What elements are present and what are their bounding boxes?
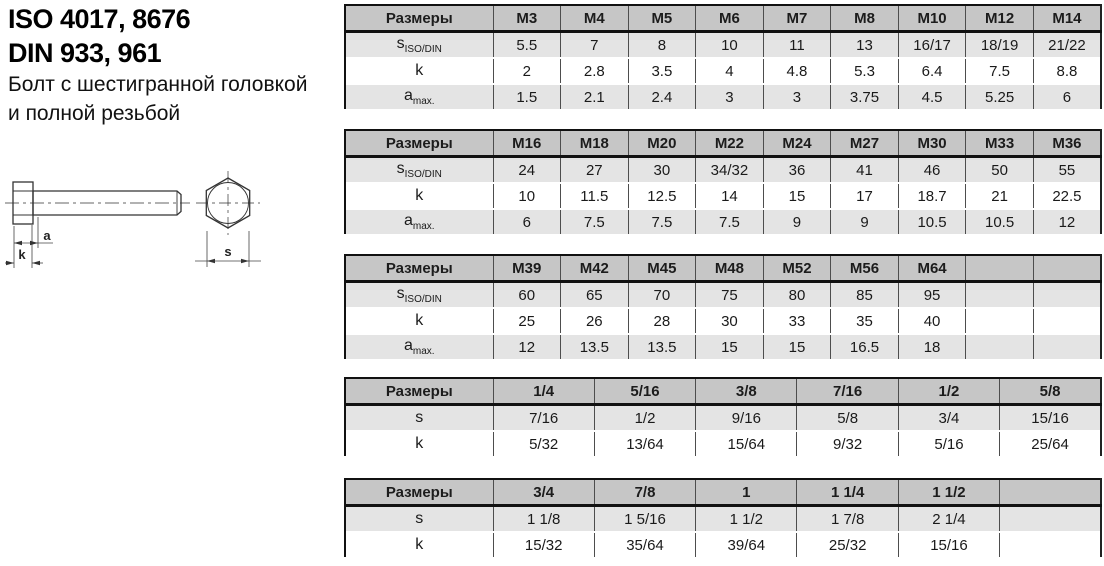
row-label-k: k bbox=[345, 431, 493, 456]
value-cell bbox=[1000, 532, 1101, 557]
value-cell: 11 bbox=[763, 32, 831, 59]
value-cell: 21/22 bbox=[1033, 32, 1101, 59]
table-header-cell: 1/4 bbox=[493, 378, 594, 405]
table-row bbox=[345, 308, 1101, 334]
dimensions-table-m39-m64 bbox=[344, 254, 1102, 359]
table-header-cell: M8 bbox=[831, 5, 899, 32]
value-cell: 3 bbox=[763, 84, 831, 109]
value-cell: 65 bbox=[561, 282, 629, 309]
value-cell: 13 bbox=[831, 32, 899, 59]
table-row bbox=[345, 405, 1101, 432]
table-header-row bbox=[345, 5, 1101, 32]
bolt-technical-drawing bbox=[5, 155, 305, 295]
value-cell: 1 5/16 bbox=[594, 506, 695, 533]
table-header-cell: M24 bbox=[763, 130, 831, 157]
value-cell: 15/16 bbox=[1000, 405, 1101, 432]
table-header-cell: M36 bbox=[1033, 130, 1101, 157]
table-header-cell: 1 1/2 bbox=[898, 479, 999, 506]
table-header-cell: M20 bbox=[628, 130, 696, 157]
row-label-k: k bbox=[345, 58, 493, 84]
table-header-cell: 1 1/4 bbox=[797, 479, 898, 506]
row-label-s: $s_{ISO/DIN}$ bbox=[345, 282, 493, 309]
value-cell: 2 1/4 bbox=[898, 506, 999, 533]
table-header-cell: 5/16 bbox=[594, 378, 695, 405]
title-block bbox=[8, 2, 338, 128]
value-cell: 21 bbox=[966, 183, 1034, 209]
value-cell: 35/64 bbox=[594, 532, 695, 557]
value-cell: 80 bbox=[763, 282, 831, 309]
value-cell: 11.5 bbox=[561, 183, 629, 209]
table-header-label: Размеры bbox=[345, 378, 493, 405]
value-cell: 46 bbox=[898, 157, 966, 184]
value-cell: 13.5 bbox=[628, 334, 696, 359]
value-cell bbox=[1000, 506, 1101, 533]
table-header-cell: 3/4 bbox=[493, 479, 594, 506]
value-cell bbox=[966, 334, 1034, 359]
table-header-cell: M22 bbox=[696, 130, 764, 157]
table-row bbox=[345, 431, 1101, 456]
table-header-cell: M4 bbox=[561, 5, 629, 32]
table-header-cell: M52 bbox=[763, 255, 831, 282]
value-cell: 75 bbox=[696, 282, 764, 309]
table-header-cell: 7/8 bbox=[594, 479, 695, 506]
table-header-cell: M27 bbox=[831, 130, 899, 157]
value-cell: 28 bbox=[628, 308, 696, 334]
table-header-cell bbox=[1033, 255, 1101, 282]
table-header-cell: 1 bbox=[696, 479, 797, 506]
value-cell: 12.5 bbox=[628, 183, 696, 209]
bolt-side-view-drawing bbox=[5, 182, 190, 224]
value-cell: 40 bbox=[898, 308, 966, 334]
value-cell: 9/16 bbox=[696, 405, 797, 432]
table-row bbox=[345, 506, 1101, 533]
value-cell: 9 bbox=[831, 209, 899, 234]
value-cell: 1.5 bbox=[493, 84, 561, 109]
table-row bbox=[345, 334, 1101, 359]
table-row bbox=[345, 157, 1101, 184]
table-header-row bbox=[345, 378, 1101, 405]
value-cell: 33 bbox=[763, 308, 831, 334]
value-cell: 5/16 bbox=[898, 431, 999, 456]
value-cell: 5.5 bbox=[493, 32, 561, 59]
value-cell: 5.25 bbox=[966, 84, 1034, 109]
value-cell: 7.5 bbox=[696, 209, 764, 234]
bolt-hex-head-drawing bbox=[196, 171, 260, 235]
value-cell: 15/32 bbox=[493, 532, 594, 557]
table-header-cell: M5 bbox=[628, 5, 696, 32]
value-cell: 22.5 bbox=[1033, 183, 1101, 209]
value-cell: 10.5 bbox=[898, 209, 966, 234]
table-header-cell: M18 bbox=[561, 130, 629, 157]
table-header-cell: M33 bbox=[966, 130, 1034, 157]
value-cell: 50 bbox=[966, 157, 1034, 184]
value-cell: 6 bbox=[1033, 84, 1101, 109]
value-cell: 9 bbox=[763, 209, 831, 234]
value-cell bbox=[1033, 334, 1101, 359]
value-cell bbox=[966, 282, 1034, 309]
table-header-cell bbox=[966, 255, 1034, 282]
value-cell: 25/32 bbox=[797, 532, 898, 557]
value-cell: 9/32 bbox=[797, 431, 898, 456]
value-cell: 15 bbox=[696, 334, 764, 359]
value-cell: 4.5 bbox=[898, 84, 966, 109]
din-standard-title: DIN 933, 961 bbox=[8, 38, 162, 68]
value-cell: 10.5 bbox=[966, 209, 1034, 234]
value-cell: 18 bbox=[898, 334, 966, 359]
value-cell: 8 bbox=[628, 32, 696, 59]
table-header-cell bbox=[1000, 479, 1101, 506]
value-cell: 6.4 bbox=[898, 58, 966, 84]
table-header-cell: M45 bbox=[628, 255, 696, 282]
table-header-cell: M6 bbox=[696, 5, 764, 32]
value-cell: 16/17 bbox=[898, 32, 966, 59]
value-cell: 1 1/2 bbox=[696, 506, 797, 533]
value-cell: 70 bbox=[628, 282, 696, 309]
bolt-drawing-svg bbox=[5, 155, 305, 295]
dimension-label-s: s bbox=[224, 244, 232, 259]
table-row bbox=[345, 183, 1101, 209]
table-header-cell: 5/8 bbox=[1000, 378, 1101, 405]
row-label-s: s bbox=[345, 506, 493, 533]
value-cell: 39/64 bbox=[696, 532, 797, 557]
value-cell: 18.7 bbox=[898, 183, 966, 209]
value-cell bbox=[1033, 308, 1101, 334]
table-header-cell: M10 bbox=[898, 5, 966, 32]
table-header-row bbox=[345, 130, 1101, 157]
value-cell: 6 bbox=[493, 209, 561, 234]
description-line-1: Болт с шестигранной головкой bbox=[8, 73, 308, 96]
row-label-k: k bbox=[345, 308, 493, 334]
table-header-label: Размеры bbox=[345, 5, 493, 32]
value-cell: 13.5 bbox=[561, 334, 629, 359]
value-cell: 34/32 bbox=[696, 157, 764, 184]
value-cell: 16.5 bbox=[831, 334, 899, 359]
value-cell: 60 bbox=[493, 282, 561, 309]
table-row bbox=[345, 32, 1101, 59]
table-header-cell: M30 bbox=[898, 130, 966, 157]
value-cell: 2.4 bbox=[628, 84, 696, 109]
row-label-s: s bbox=[345, 405, 493, 432]
value-cell: 12 bbox=[493, 334, 561, 359]
value-cell: 10 bbox=[696, 32, 764, 59]
table-header-label: Размеры bbox=[345, 479, 493, 506]
value-cell: 15 bbox=[763, 183, 831, 209]
value-cell: 5/8 bbox=[797, 405, 898, 432]
value-cell: 2 bbox=[493, 58, 561, 84]
table-header-cell: M42 bbox=[561, 255, 629, 282]
value-cell: 55 bbox=[1033, 157, 1101, 184]
table-header-cell: M48 bbox=[696, 255, 764, 282]
table-header-cell: M12 bbox=[966, 5, 1034, 32]
row-label-k: k bbox=[345, 532, 493, 557]
value-cell: 30 bbox=[628, 157, 696, 184]
value-cell: 3/4 bbox=[898, 405, 999, 432]
value-cell: 7.5 bbox=[966, 58, 1034, 84]
value-cell: 1 1/8 bbox=[493, 506, 594, 533]
description-line-2: и полной резьбой bbox=[8, 102, 181, 125]
row-label-a: $a_{max.}$ bbox=[345, 209, 493, 234]
value-cell: 30 bbox=[696, 308, 764, 334]
dimension-label-k: k bbox=[18, 247, 26, 262]
value-cell: 27 bbox=[561, 157, 629, 184]
value-cell: 12 bbox=[1033, 209, 1101, 234]
value-cell: 1 7/8 bbox=[797, 506, 898, 533]
value-cell: 25 bbox=[493, 308, 561, 334]
value-cell: 15/64 bbox=[696, 431, 797, 456]
value-cell: 85 bbox=[831, 282, 899, 309]
value-cell: 13/64 bbox=[594, 431, 695, 456]
value-cell: 1/2 bbox=[594, 405, 695, 432]
table-row bbox=[345, 58, 1101, 84]
dimension-label-a: a bbox=[43, 228, 51, 243]
row-label-s: $s_{ISO/DIN}$ bbox=[345, 157, 493, 184]
dimensions-table-m3-m14 bbox=[344, 4, 1102, 109]
table-row bbox=[345, 532, 1101, 557]
row-label-k: k bbox=[345, 183, 493, 209]
value-cell: 5/32 bbox=[493, 431, 594, 456]
dimensions-table-inch-large bbox=[344, 478, 1102, 557]
value-cell: 4.8 bbox=[763, 58, 831, 84]
value-cell: 4 bbox=[696, 58, 764, 84]
value-cell: 10 bbox=[493, 183, 561, 209]
table-header-label: Размеры bbox=[345, 130, 493, 157]
table-row bbox=[345, 84, 1101, 109]
value-cell: 3.75 bbox=[831, 84, 899, 109]
table-header-cell: M16 bbox=[493, 130, 561, 157]
value-cell: 7/16 bbox=[493, 405, 594, 432]
table-header-row bbox=[345, 479, 1101, 506]
table-header-label: Размеры bbox=[345, 255, 493, 282]
table-header-cell: M3 bbox=[493, 5, 561, 32]
value-cell bbox=[1033, 282, 1101, 309]
table-header-cell: M39 bbox=[493, 255, 561, 282]
value-cell: 15/16 bbox=[898, 532, 999, 557]
value-cell: 8.8 bbox=[1033, 58, 1101, 84]
table-header-cell: 3/8 bbox=[696, 378, 797, 405]
value-cell: 7 bbox=[561, 32, 629, 59]
value-cell: 41 bbox=[831, 157, 899, 184]
row-label-a: $a_{max.}$ bbox=[345, 84, 493, 109]
table-header-cell: 7/16 bbox=[797, 378, 898, 405]
value-cell: 7.5 bbox=[628, 209, 696, 234]
value-cell: 7.5 bbox=[561, 209, 629, 234]
value-cell: 3 bbox=[696, 84, 764, 109]
value-cell: 14 bbox=[696, 183, 764, 209]
table-row bbox=[345, 282, 1101, 309]
value-cell: 17 bbox=[831, 183, 899, 209]
value-cell: 26 bbox=[561, 308, 629, 334]
row-label-s: $s_{ISO/DIN}$ bbox=[345, 32, 493, 59]
table-header-cell: M56 bbox=[831, 255, 899, 282]
value-cell: 2.1 bbox=[561, 84, 629, 109]
iso-standard-title: ISO 4017, 8676 bbox=[8, 4, 191, 34]
dimensions-table-inch-small bbox=[344, 377, 1102, 456]
value-cell: 25/64 bbox=[1000, 431, 1101, 456]
value-cell bbox=[966, 308, 1034, 334]
row-label-a: $a_{max.}$ bbox=[345, 334, 493, 359]
table-header-cell: M7 bbox=[763, 5, 831, 32]
value-cell: 24 bbox=[493, 157, 561, 184]
value-cell: 5.3 bbox=[831, 58, 899, 84]
value-cell: 2.8 bbox=[561, 58, 629, 84]
table-row bbox=[345, 209, 1101, 234]
table-header-cell: 1/2 bbox=[898, 378, 999, 405]
value-cell: 18/19 bbox=[966, 32, 1034, 59]
value-cell: 36 bbox=[763, 157, 831, 184]
value-cell: 35 bbox=[831, 308, 899, 334]
dimensions-table-m16-m36 bbox=[344, 129, 1102, 234]
table-header-cell: M64 bbox=[898, 255, 966, 282]
value-cell: 3.5 bbox=[628, 58, 696, 84]
value-cell: 15 bbox=[763, 334, 831, 359]
value-cell: 95 bbox=[898, 282, 966, 309]
table-header-row bbox=[345, 255, 1101, 282]
table-header-cell: M14 bbox=[1033, 5, 1101, 32]
